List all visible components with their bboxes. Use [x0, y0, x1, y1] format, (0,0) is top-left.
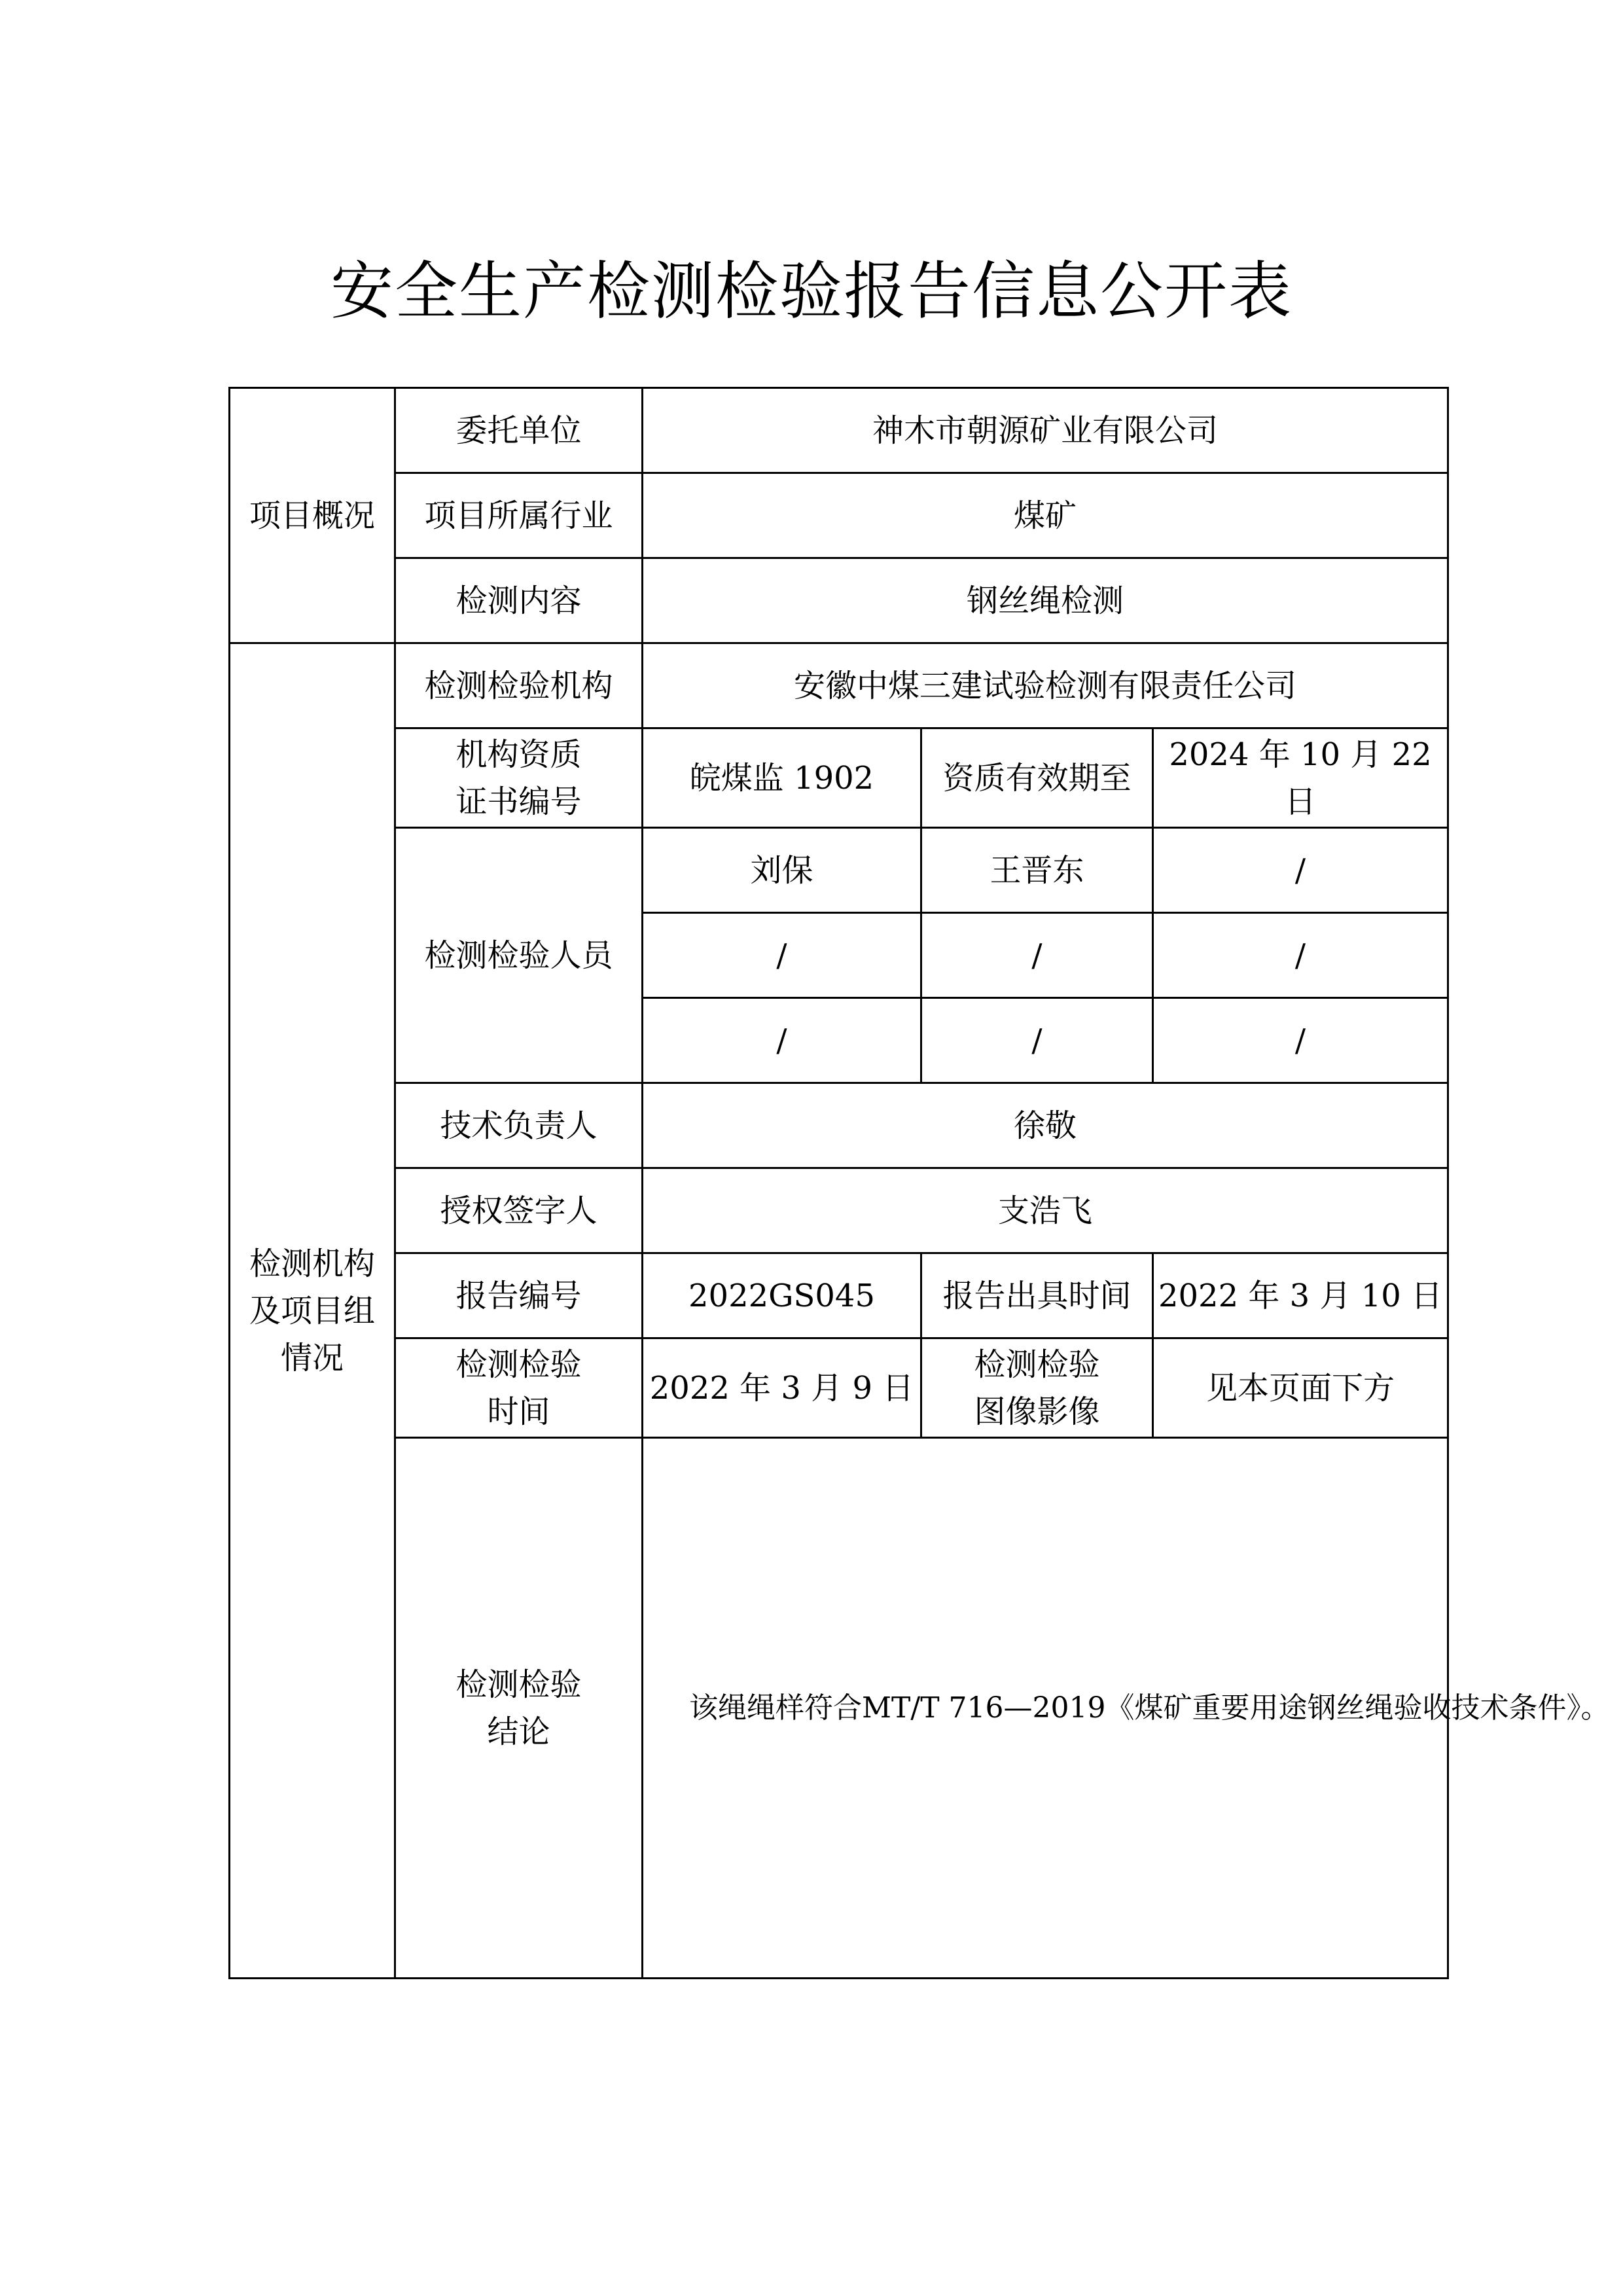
section-label: 检测机构	[249, 1245, 375, 1282]
page-title: 安全生产检测检验报告信息公开表	[330, 255, 1293, 328]
staff-cell: /	[921, 998, 1153, 1083]
field-value	[643, 1083, 1448, 1168]
staff-cell: 刘保	[643, 828, 921, 913]
valid-until: 2024 年 10 月 22 日	[1169, 736, 1432, 820]
field-value	[1153, 728, 1448, 828]
field-value	[643, 1253, 921, 1338]
section-label: 及项目组	[249, 1292, 375, 1329]
report-number: 2022GS045	[688, 1277, 875, 1314]
info-table	[228, 387, 1610, 1979]
field-value	[643, 643, 1448, 728]
field-value	[1153, 1253, 1448, 1338]
field-label: 授权签字人	[395, 1168, 643, 1253]
table-row	[230, 1338, 1448, 1438]
staff-cell: /	[1153, 998, 1448, 1083]
field-label: 检测内容	[395, 558, 643, 643]
field-label: 报告出具时间	[921, 1253, 1153, 1338]
field-value	[643, 1338, 921, 1438]
section-label: 项目概况	[249, 497, 375, 534]
field-value	[1153, 1338, 1448, 1438]
section-agency-team	[230, 643, 395, 1979]
section-label: 检测检验	[455, 1666, 582, 1703]
field-label: 项目所属行业	[395, 473, 643, 558]
staff-cell: 王晋东	[921, 828, 1153, 913]
field-label: 资质有效期至	[921, 728, 1153, 828]
staff-cell: /	[1153, 828, 1448, 913]
issue-time: 2022 年 3 月 10 日	[1158, 1277, 1443, 1314]
conclusion-text-cell	[643, 1438, 1610, 1979]
field-value	[643, 728, 921, 828]
tech-lead: 徐敬	[1014, 1107, 1077, 1144]
section-label: 情况	[280, 1339, 344, 1376]
table-row	[230, 1168, 1448, 1253]
field-label: 检测检验 时间	[395, 1338, 643, 1438]
section-project-overview	[230, 388, 395, 643]
table-row	[230, 1438, 1448, 1979]
conclusion-text: 该绳绳样符合MT/T 716—2019《煤矿重要用途钢丝绳验收技术条件》。	[689, 1691, 1610, 1725]
table-row	[230, 558, 1448, 643]
staff-cell: /	[643, 998, 921, 1083]
field-label: 报告编号	[395, 1253, 643, 1338]
field-value	[643, 558, 1448, 643]
field-value	[643, 1168, 1448, 1253]
table-row	[230, 1083, 1448, 1168]
section-conclusion	[395, 1438, 643, 1979]
table-row	[230, 473, 1448, 558]
field-label: 检测检验人员	[395, 828, 643, 1083]
staff-cell: /	[643, 913, 921, 998]
table-row	[230, 643, 1448, 728]
image-reference: 见本页面下方	[1206, 1369, 1395, 1407]
staff-cell: /	[921, 913, 1153, 998]
field-label: 检测检验机构	[395, 643, 643, 728]
field-label: 检测检验 图像影像	[921, 1338, 1153, 1438]
table-row	[230, 1253, 1448, 1338]
client-name: 神木市朝源矿业有限公司	[872, 412, 1219, 449]
test-content: 钢丝绳检测	[967, 582, 1124, 619]
field-value	[643, 388, 1448, 473]
table-row	[230, 728, 1448, 828]
field-label: 技术负责人	[395, 1083, 643, 1168]
staff-cell: /	[1153, 913, 1448, 998]
cert-number: 皖煤监 1902	[689, 759, 874, 797]
field-value	[643, 473, 1448, 558]
field-label: 机构资质 证书编号	[395, 728, 643, 828]
industry: 煤矿	[1014, 497, 1077, 534]
test-time: 2022 年 3 月 9 日	[649, 1369, 914, 1407]
signatory: 支浩飞	[998, 1192, 1093, 1229]
field-label: 委托单位	[395, 388, 643, 473]
agency-name: 安徽中煤三建试验检测有限责任公司	[794, 667, 1297, 704]
table-row	[230, 388, 1448, 473]
table-row	[230, 828, 1448, 913]
section-label: 结论	[487, 1713, 550, 1750]
